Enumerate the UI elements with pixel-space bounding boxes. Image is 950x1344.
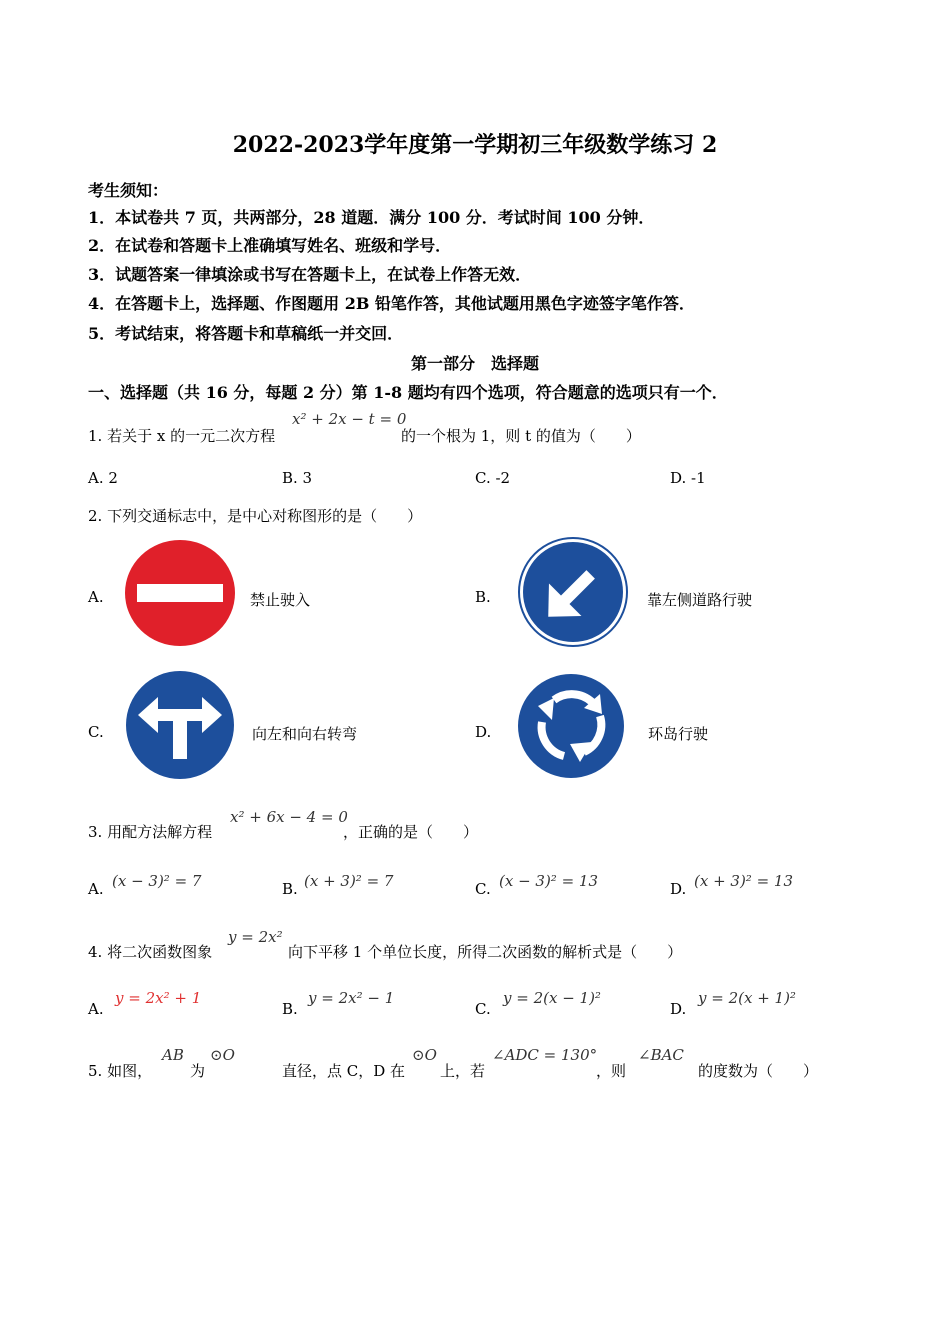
q4-option-a-letter: A. bbox=[88, 1000, 104, 1018]
q3-option-b: (x + 3)² = 7 bbox=[304, 872, 394, 890]
notice-item: 5．考试结束，将答题卡和草稿纸一并交回． bbox=[88, 324, 404, 343]
q3-option-d: (x + 3)² = 13 bbox=[694, 872, 794, 890]
section-heading: 一、选择题（共 16 分，每题 2 分）第 1-8 题均有四个选项，符合题意的选项只有一个． bbox=[88, 383, 728, 402]
q3-option-b-letter: B. bbox=[282, 880, 298, 898]
q4-text-pre: 4. 将二次函数图象 bbox=[88, 943, 213, 961]
q5-math-circle-o-2: ⊙O bbox=[412, 1046, 437, 1064]
q4-equation: y = 2x² bbox=[228, 928, 283, 946]
q3-text-post: ，正确的是（ ） bbox=[343, 823, 479, 841]
q4-text-post: 向下平移 1 个单位长度，所得二次函数的解析式是（ ） bbox=[288, 943, 683, 961]
q4-option-d-letter: D. bbox=[670, 1000, 687, 1018]
keep-left-sign-icon bbox=[518, 537, 628, 647]
q4-option-b: y = 2x² − 1 bbox=[308, 989, 395, 1007]
q4-option-c-letter: C. bbox=[475, 1000, 491, 1018]
q3-option-a: (x − 3)² = 7 bbox=[112, 872, 202, 890]
q2-option-b-letter: B. bbox=[475, 588, 491, 606]
q4-option-d: y = 2(x + 1)² bbox=[698, 989, 796, 1007]
q5-math-angle-bac: ∠BAC bbox=[638, 1046, 684, 1064]
q1-text-pre: 1. 若关于 x 的一元二次方程 bbox=[88, 427, 276, 445]
q3-equation: x² + 6x − 4 = 0 bbox=[230, 808, 348, 826]
q1-option-b: B. 3 bbox=[282, 469, 313, 487]
q3-option-c-letter: C. bbox=[475, 880, 491, 898]
q5-text-6: 的度数为（ ） bbox=[698, 1062, 819, 1080]
q2-option-c-letter: C. bbox=[88, 723, 104, 741]
part-heading: 第一部分 选择题 bbox=[410, 354, 539, 373]
q1-option-c: C. -2 bbox=[475, 469, 511, 487]
q2-label-c: 向左和向右转弯 bbox=[252, 725, 358, 743]
notice-item: 3．试题答案一律填涂或书写在答题卡上，在试卷上作答无效． bbox=[88, 265, 532, 284]
notice-item: 2．在试卷和答题卡上准确填写姓名、班级和学号． bbox=[88, 236, 452, 255]
q2-label-b: 靠左侧道路行驶 bbox=[647, 591, 753, 609]
q1-option-d: D. -1 bbox=[670, 469, 706, 487]
q1-text-post: 的一个根为 1，则 t 的值为（ ） bbox=[401, 427, 641, 445]
q2-option-a-letter: A. bbox=[88, 588, 104, 606]
q2-option-d-letter: D. bbox=[475, 723, 492, 741]
q2-text: 2. 下列交通标志中，是中心对称图形的是（ ） bbox=[88, 507, 423, 525]
q3-option-d-letter: D. bbox=[670, 880, 687, 898]
q5-text-3: 直径，点 C，D 在 bbox=[282, 1062, 406, 1080]
roundabout-sign-icon bbox=[514, 670, 628, 782]
q5-text-4: 上，若 bbox=[440, 1062, 486, 1080]
q5-text-5: ，则 bbox=[596, 1062, 627, 1080]
q5-math-angle-adc: ∠ADC = 130° bbox=[492, 1046, 598, 1064]
q5-text-2: 为 bbox=[190, 1062, 206, 1080]
notice-item: 4．在答题卡上，选择题、作图题用 2B 铅笔作答，其他试题用黑色字迹签字笔作答． bbox=[88, 294, 695, 313]
q4-option-c: y = 2(x − 1)² bbox=[503, 989, 601, 1007]
q3-option-c: (x − 3)² = 13 bbox=[499, 872, 599, 890]
q4-option-b-letter: B. bbox=[282, 1000, 298, 1018]
q1-equation: x² + 2x − t = 0 bbox=[292, 410, 407, 428]
q5-math-ab: AB bbox=[162, 1046, 184, 1064]
notice-heading: 考生须知： bbox=[88, 181, 169, 200]
q5-text-1: 5. 如图， bbox=[88, 1062, 153, 1080]
no-entry-sign-icon bbox=[123, 539, 237, 647]
page-title: 2022-2023学年度第一学期初三年级数学练习 2 bbox=[232, 132, 718, 158]
q2-label-d: 环岛行驶 bbox=[648, 725, 709, 743]
q4-option-a: y = 2x² + 1 bbox=[115, 989, 202, 1007]
notice-item: 1．本试卷共 7 页，共两部分，28 道题．满分 100 分．考试时间 100 分钟． bbox=[88, 208, 655, 227]
turn-left-right-sign-icon bbox=[122, 667, 238, 783]
q3-text-pre: 3. 用配方法解方程 bbox=[88, 823, 213, 841]
q3-option-a-letter: A. bbox=[88, 880, 104, 898]
q5-math-circle-o: ⊙O bbox=[210, 1046, 235, 1064]
q2-label-a: 禁止驶入 bbox=[250, 591, 311, 609]
q1-option-a: A. 2 bbox=[88, 469, 118, 487]
